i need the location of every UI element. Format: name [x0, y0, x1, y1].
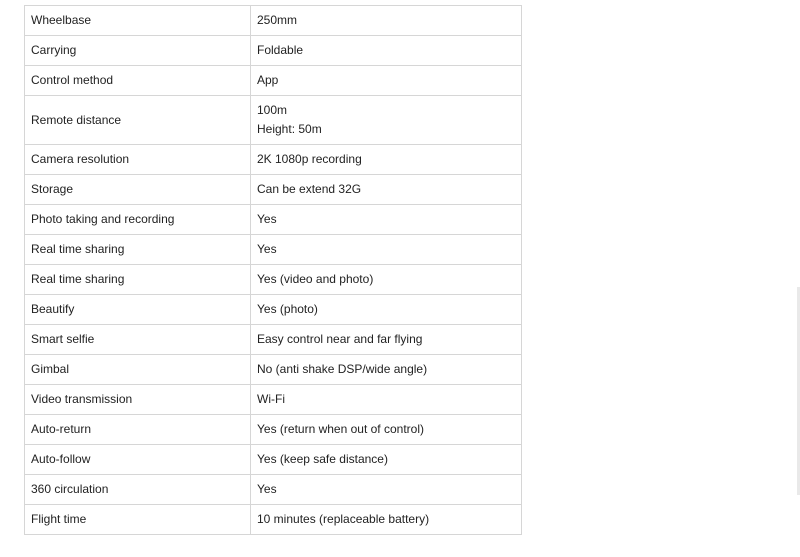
- table-row: [25, 325, 522, 355]
- table-row: [25, 415, 522, 445]
- spec-value: Wi-Fi: [251, 385, 522, 415]
- spec-value: 2K 1080p recording: [251, 145, 522, 175]
- spec-label: Storage: [25, 175, 251, 205]
- spec-label: Control method: [25, 66, 251, 96]
- spec-label: Smart selfie: [25, 325, 251, 355]
- spec-label: Video transmission: [25, 385, 251, 415]
- table-row: [25, 36, 522, 66]
- spec-label: Gimbal: [25, 355, 251, 385]
- table-row: [25, 445, 522, 475]
- spec-value: 250mm: [251, 6, 522, 36]
- spec-value: 10 minutes (replaceable battery): [251, 505, 522, 535]
- spec-table: [24, 5, 522, 535]
- spec-value: Easy control near and far flying: [251, 325, 522, 355]
- spec-label: Flight time: [25, 505, 251, 535]
- table-row: [25, 505, 522, 535]
- table-row: [25, 145, 522, 175]
- spec-value-line: 100m: [257, 103, 288, 117]
- table-row: [25, 66, 522, 96]
- table-row: [25, 295, 522, 325]
- spec-value: Yes: [251, 235, 522, 265]
- spec-label: Auto-follow: [25, 445, 251, 475]
- spec-label: Beautify: [25, 295, 251, 325]
- spec-value: No (anti shake DSP/wide angle): [251, 355, 522, 385]
- table-row: [25, 96, 522, 145]
- spec-label: Camera resolution: [25, 145, 251, 175]
- table-row: [25, 355, 522, 385]
- spec-value: Yes: [251, 475, 522, 505]
- table-row: [25, 175, 522, 205]
- table-row: [25, 475, 522, 505]
- table-row: [25, 235, 522, 265]
- table-row: [25, 6, 522, 36]
- spec-value: Yes (video and photo): [251, 265, 522, 295]
- spec-label: Real time sharing: [25, 235, 251, 265]
- spec-label: Remote distance: [25, 96, 251, 145]
- spec-label: Real time sharing: [25, 265, 251, 295]
- spec-value: Yes: [251, 205, 522, 235]
- spec-value: Foldable: [251, 36, 522, 66]
- spec-value: Yes (return when out of control): [251, 415, 522, 445]
- table-row: [25, 385, 522, 415]
- spec-value: Yes (keep safe distance): [251, 445, 522, 475]
- spec-label: Carrying: [25, 36, 251, 66]
- spec-label: Wheelbase: [25, 6, 251, 36]
- spec-label: 360 circulation: [25, 475, 251, 505]
- spec-value: Can be extend 32G: [251, 175, 522, 205]
- table-row: [25, 205, 522, 235]
- spec-value-multiline: [251, 96, 522, 145]
- spec-label: Photo taking and recording: [25, 205, 251, 235]
- spec-label: Auto-return: [25, 415, 251, 445]
- table-row: [25, 265, 522, 295]
- spec-value: App: [251, 66, 522, 96]
- spec-value: Yes (photo): [251, 295, 522, 325]
- spec-value-line: Height: 50m: [257, 122, 322, 136]
